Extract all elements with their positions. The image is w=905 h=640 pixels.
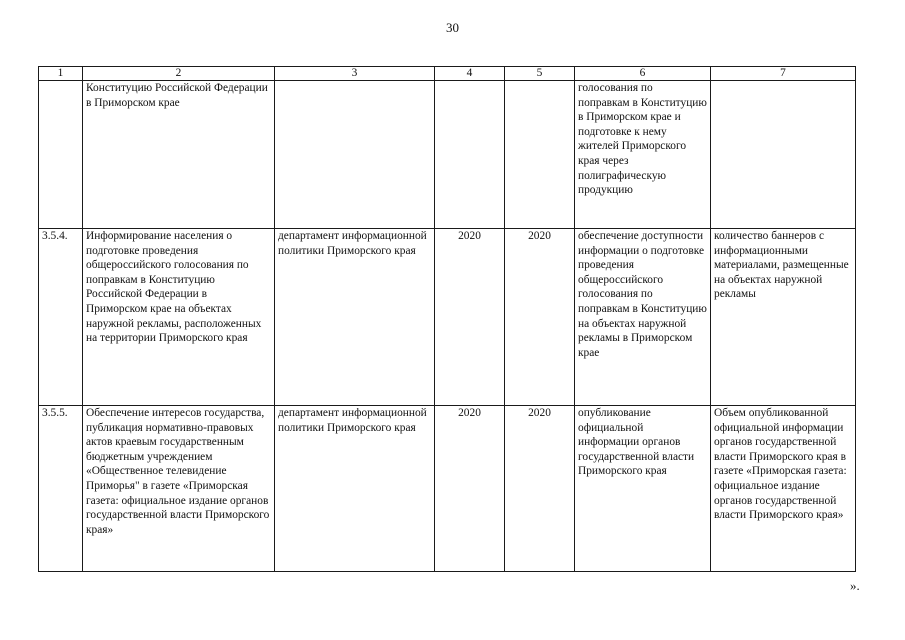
executor-cell <box>275 81 435 229</box>
expected-result-cell: опубликование официальной информации органов государственной власти Приморского края <box>575 406 711 572</box>
activity-name-cell: Обеспечение интересов государства, публикация нормативно-правовых актов краевым государственным бюджетным учреждением «Общественное телевидение Приморья" в газете «Приморская газета: официальное издание органов государственной власти Приморского края» <box>83 406 275 572</box>
program-table <box>38 66 856 572</box>
executor-cell: департамент информационной политики Приморского края <box>275 229 435 406</box>
column-header-2: 2 <box>83 67 275 81</box>
page-number: 30 <box>446 20 459 35</box>
executor-cell: департамент информационной политики Приморского края <box>275 406 435 572</box>
start-year-cell <box>435 81 505 229</box>
indicator-cell <box>711 81 856 229</box>
activity-name-cell: Конституцию Российской Федерации в Приморском крае <box>83 81 275 229</box>
activity-name-cell: Информирование населения о подготовке проведения общероссийского голосования по поправкам в Конституцию Российской Федерации в Приморском крае на объектах наружной рекламы, расположенных на территории Приморского края <box>83 229 275 406</box>
indicator-cell: Объем опубликованной официальной информации органов государственной власти Приморского края в газете «Приморская газета: официальное издание органов государственной власти Приморского края» <box>711 406 856 572</box>
table-row <box>39 229 856 406</box>
row-number-cell: 3.5.4. <box>39 229 83 406</box>
closing-quote-mark: ». <box>850 578 860 593</box>
table-row <box>39 406 856 572</box>
row-number-cell: 3.5.5. <box>39 406 83 572</box>
start-year-cell: 2020 <box>435 229 505 406</box>
column-header-7: 7 <box>711 67 856 81</box>
end-year-cell <box>505 81 575 229</box>
start-year-cell: 2020 <box>435 406 505 572</box>
column-header-3: 3 <box>275 67 435 81</box>
end-year-cell: 2020 <box>505 229 575 406</box>
row-number-cell <box>39 81 83 229</box>
column-header-4: 4 <box>435 67 505 81</box>
header-row <box>39 67 856 81</box>
column-header-5: 5 <box>505 67 575 81</box>
table-row <box>39 81 856 229</box>
column-header-6: 6 <box>575 67 711 81</box>
expected-result-cell: обеспечение доступности информации о подготовке проведения общероссийского голосования по поправкам в Конституцию на объектах наружной рекламы в Приморском крае <box>575 229 711 406</box>
end-year-cell: 2020 <box>505 406 575 572</box>
indicator-cell: количество баннеров с информационными материалами, размещенные на объектах наружной рекламы <box>711 229 856 406</box>
expected-result-cell: голосования по поправкам в Конституцию в Приморском крае и подготовке к нему жителей Приморского края через полиграфическую продукцию <box>575 81 711 229</box>
column-header-1: 1 <box>39 67 83 81</box>
